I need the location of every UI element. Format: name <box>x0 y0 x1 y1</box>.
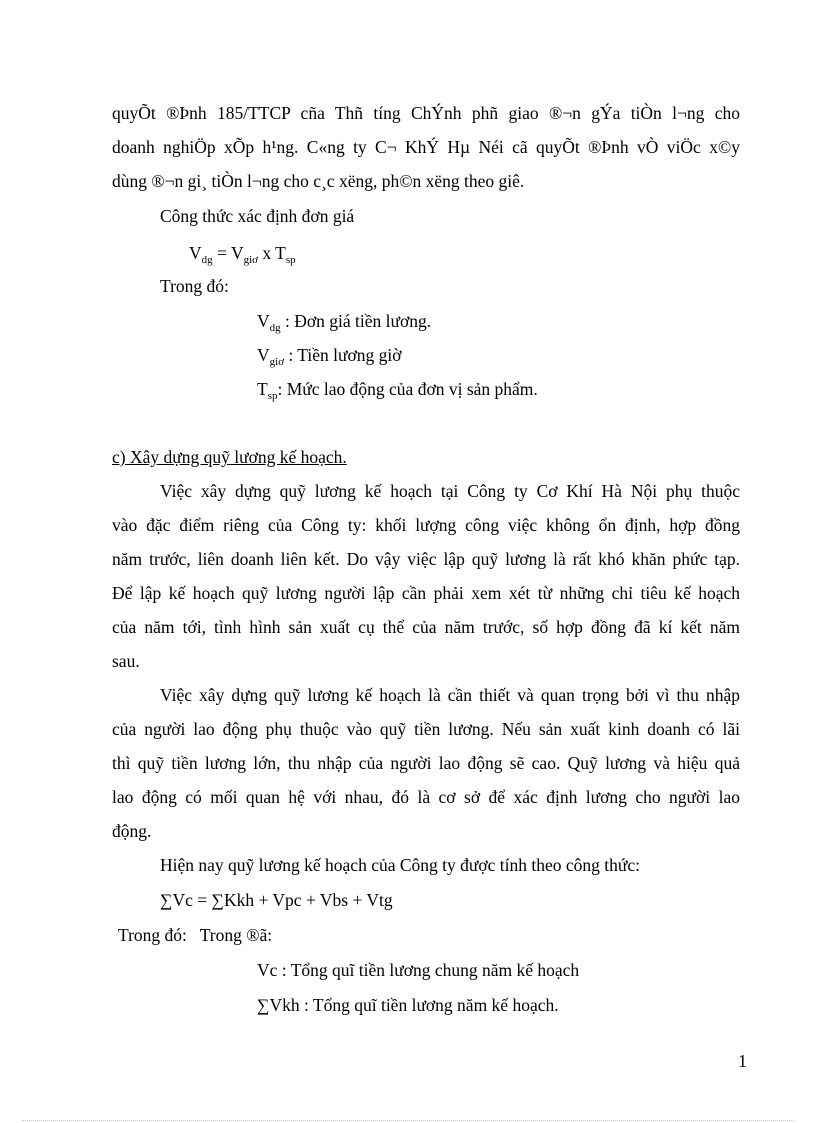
para1-line-1: Việc xây dựng quỹ lương kế hoạch tại Công ty Cơ Khí Hà Nội phụ thuộc <box>160 481 740 501</box>
para1-line-5: của năm tới, tình hình sản xuất cụ thể của năm trước, số hợp đồng đã kí kết năm <box>112 617 740 637</box>
formula2-def-vc: Vc : Tổng quĩ tiền lương chung năm kế hoạch <box>257 960 580 980</box>
formula2-equation: ∑Vc = ∑Kkh + Vpc + Vbs + Vtg <box>160 890 393 910</box>
para1-line-6: sau. <box>112 651 140 671</box>
para1-line-4: Để lập kế hoạch quỹ lương người lập cần phải xem xét từ những chỉ tiêu kế hoạch <box>112 583 740 603</box>
intro-line-2: doanh nghiÖp xÕp h¹ng. C«ng ty C¬ KhÝ Hµ Néi cã quyÕt ®Þnh vÒ viÖc x©y <box>112 137 740 157</box>
formula1-def-sp: $T_{sp}$: Mức lao động của đơn vị sản phẩm. <box>257 379 538 402</box>
formula1-def-dg: $V_{dg}$ : Đơn giá tiền lương. <box>257 311 432 334</box>
para1-line-2: vào đặc điểm riêng của Công ty: khối lượng công việc không ổn định, hợp đồng <box>112 515 740 535</box>
para2-line-4: lao động có mối quan hệ với nhau, đó là cơ sở để xác định lương cho người lao <box>112 787 740 807</box>
formula1-where-label: Trong đó: <box>160 276 229 296</box>
para2-line-1: Việc xây dựng quỹ lương kế hoạch là cần thiết và quan trọng bởi vì thu nhập <box>160 685 740 705</box>
intro-line-1: quyÕt ®Þnh 185/TTCP cña Thñ tíng ChÝnh phñ giao ®¬n gÝa tiÒn l¬ng cho <box>112 103 740 123</box>
formula1-def-gio: $V_{giơ}$ : Tiền lương giờ <box>257 345 402 368</box>
formula1-title: Công thức xác định đơn giá <box>160 206 355 226</box>
formula1-equation: $V_{dg} = V_{giơ}$ x $T_{sp}$ <box>189 243 296 266</box>
section-c-heading: c) Xây dựng quỹ lương kế hoạch. <box>112 447 347 467</box>
para1-line-3: năm trước, liên doanh liên kết. Do vậy việc lập quỹ lương là rất khó khăn phức tạp. <box>112 549 740 569</box>
para2-line-2: của người lao động phụ thuộc vào quỹ tiền lương. Nếu sản xuất kinh doanh có lãi <box>112 719 740 739</box>
intro-line-3: dùng ®¬n gi¸ tiÒn l¬ng cho c¸c xëng, ph©n xëng theo giê. <box>112 171 525 191</box>
para2-line-5: động. <box>112 821 152 841</box>
page-number: 1 <box>738 1051 747 1071</box>
footer-divider <box>22 1120 794 1121</box>
formula2-def-vkh: ∑Vkh : Tổng quĩ tiền lương năm kế hoạch. <box>257 995 559 1015</box>
para3: Hiện nay quỹ lương kế hoạch của Công ty được tính theo công thức: <box>160 855 640 875</box>
formula2-where-label: Trong đó: Trong ®ã: <box>118 925 273 945</box>
para2-line-3: thì quỹ tiền lương lớn, thu nhập của người lao động sẽ cao. Quỹ lương và hiệu quả <box>112 753 740 773</box>
